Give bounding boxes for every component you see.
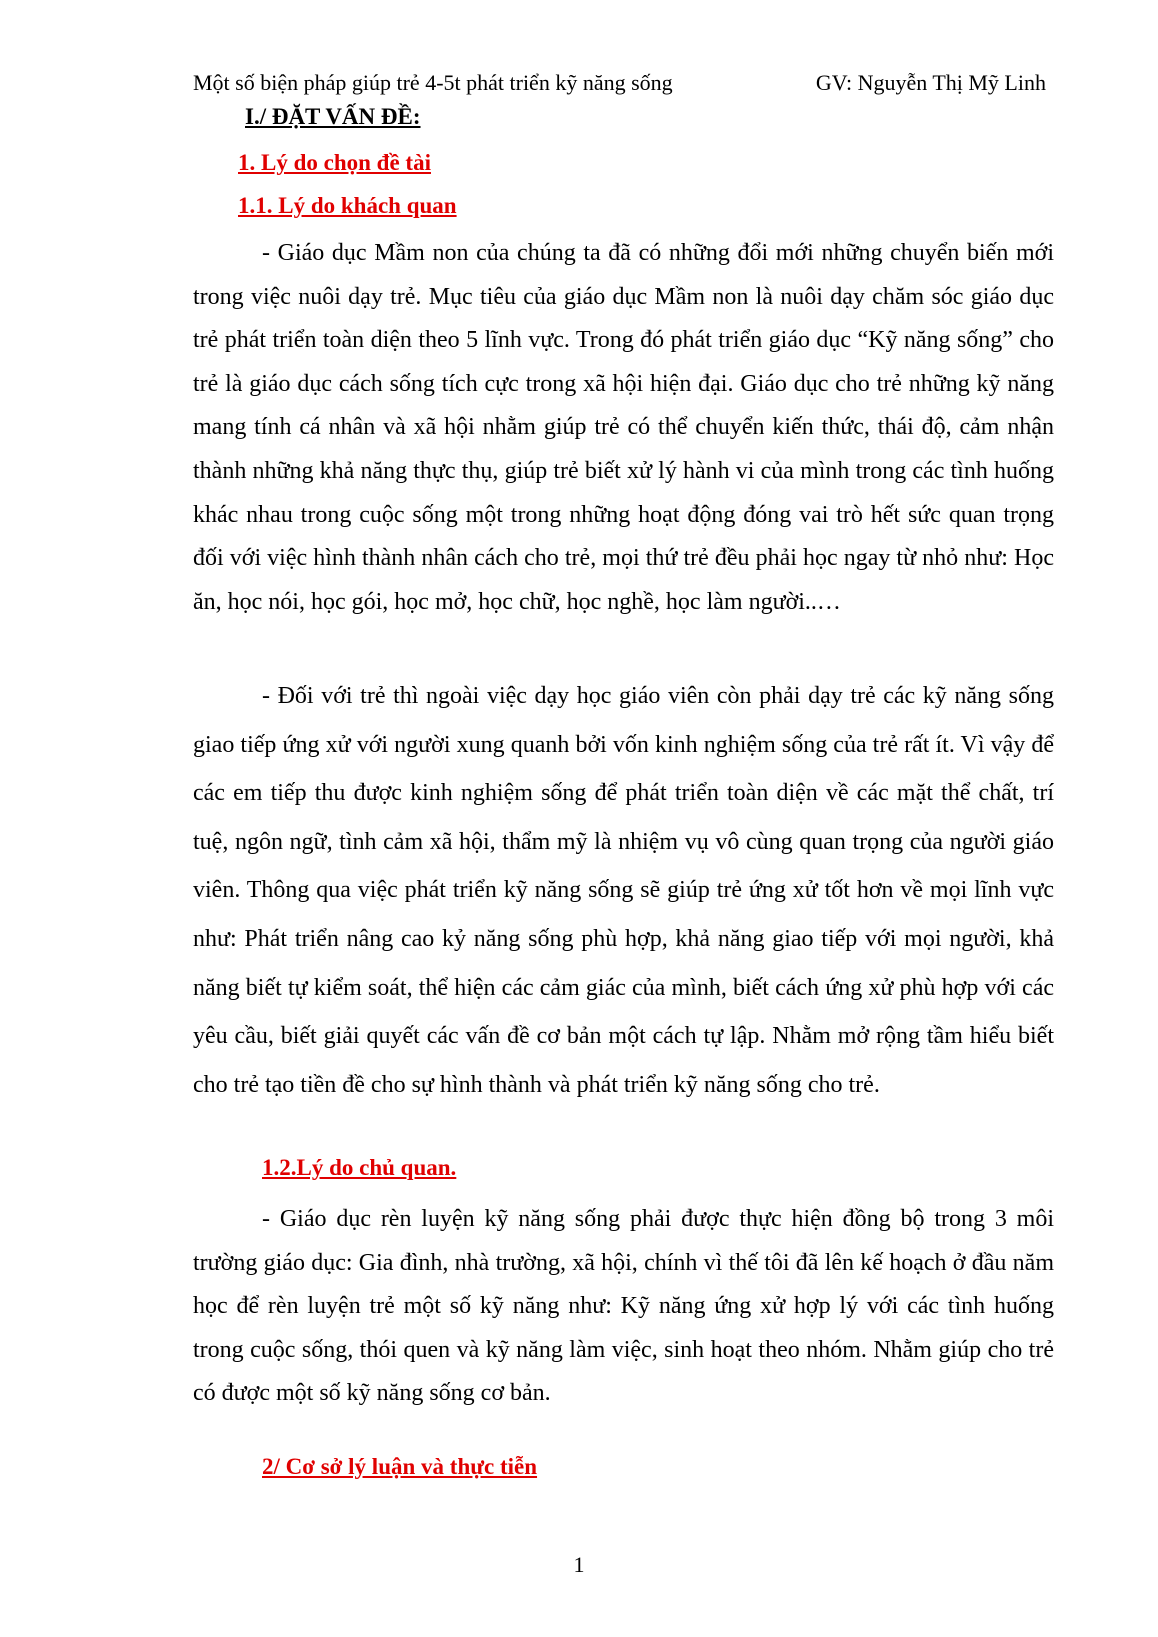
header-author: GV: Nguyễn Thị Mỹ Linh bbox=[815, 70, 1046, 95]
paragraph-subjective: - Giáo dục rèn luyện kỹ năng sống phải được thực hiện đồng bộ trong 3 môi trường giáo dục: Gia đình, nhà trường, xã hội, chính vì thế tôi đã lên kế hoạch ở đầu năm học để rèn luyện trẻ một số kỹ năng như: Kỹ năng ứng xử hợp lý với các tình huống trong cuộc sống, thói quen và kỹ năng làm việc, sinh hoạt theo nhóm. Nhằm giúp cho trẻ có được một số kỹ năng sống cơ bản. bbox=[193, 1206, 1054, 1407]
subheading-theoretical-basis: 2/ Cơ sở lý luận và thực tiễn bbox=[262, 1454, 538, 1479]
paragraph-objective-2: - Đối với trẻ thì ngoài việc dạy học giáo viên còn phải dạy trẻ các kỹ năng sống giao tiếp ứng xử với người xung quanh bởi vốn kinh nghiệm sống của trẻ rất ít. Vì vậy để các em tiếp thu được kinh nghiệm sống để phát triển toàn diện về các mặt thể chất, trí tuệ, ngôn ngữ, tình cảm xã hội, thẩm mỹ là nhiệm vụ vô cùng quan trọng của người giáo viên. Thông qua việc phát triển kỹ năng sống sẽ giúp trẻ ứng xử tốt hơn về mọi lĩnh vực như: Phát triển nâng cao kỷ năng sống phù hợp, khả năng giao tiếp với mọi người, khả năng biết tự kiểm soát, thể hiện các cảm giác của mình, biết cách ứng xử phù hợp với các yêu cầu, biết giải quyết các vấn đề cơ bản một cách tự lập. Nhằm mở rộng tầm hiểu biết cho trẻ tạo tiền đề cho sự hình thành và phát triển kỹ năng sống cho trẻ. bbox=[193, 683, 1054, 1098]
subheading-subjective-reason: 1.2.Lý do chủ quan. bbox=[262, 1155, 457, 1180]
page-number: 1 bbox=[573, 1552, 585, 1577]
subheading-reason: 1. Lý do chọn đề tài bbox=[238, 150, 431, 175]
paragraph-objective-1: - Giáo dục Mầm non của chúng ta đã có những đổi mới những chuyển biến mới trong việc nuôi dạy trẻ. Mục tiêu của giáo dục Mầm non là nuôi dạy chăm sóc giáo dục trẻ phát triển toàn diện theo 5 lĩnh vực. Trong đó phát triển giáo dục “Kỹ năng sống” cho trẻ là giáo dục cách sống tích cực trong xã hội hiện đại. Giáo dục cho trẻ những kỹ năng mang tính cá nhân và xã hội nhằm giúp trẻ có thể chuyển kiến thức, thái độ, cảm nhận thành những khả năng thực thụ, giúp trẻ biết xử lý hành vi của mình trong các tình huống khác nhau trong cuộc sống một trong những hoạt động đóng vai trò hết sức quan trọng đối với việc hình thành nhân cách cho trẻ, mọi thứ trẻ đều phải học ngay từ nhỏ như: Học ăn, học nói, học gói, học mở, học chữ, học nghề, học làm người..… bbox=[193, 240, 1054, 615]
subheading-objective-reason: 1.1. Lý do khách quan bbox=[238, 193, 457, 218]
section-heading: I./ ĐẶT VẤN ĐỀ: bbox=[245, 104, 421, 129]
header-document-title: Một số biện pháp giúp trẻ 4-5t phát triển kỹ năng sống bbox=[193, 70, 673, 95]
